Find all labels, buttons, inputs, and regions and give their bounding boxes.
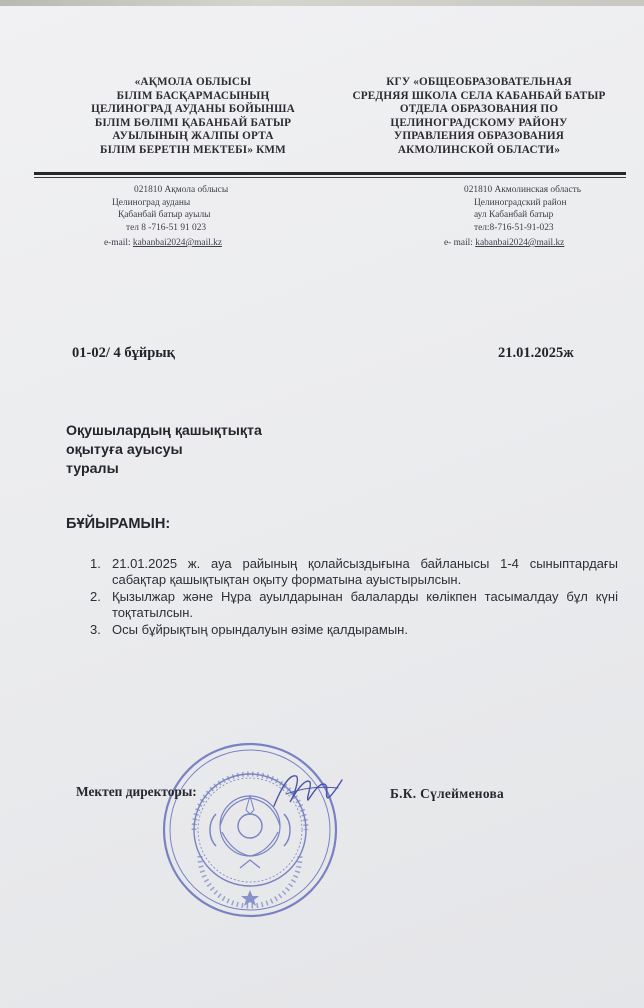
list-item	[90, 589, 618, 621]
address-left-line: Қабанбай батыр ауылы	[118, 210, 211, 220]
header-right-line: УПРАВЛЕНИЯ ОБРАЗОВАНИЯ	[393, 130, 565, 142]
header-right-line: ОТДЕЛА ОБРАЗОВАНИЯ ПО	[399, 103, 559, 115]
item-number: 1.	[90, 556, 101, 571]
item-text: Қызылжар және Нұра ауылдарынан балаларды көлікпен тасымалдау бұл күні тоқтатылсын.	[112, 589, 618, 620]
decree-heading: БҰЙЫРАМЫН:	[66, 516, 171, 532]
header-left-line: «АҚМОЛА ОБЛЫСЫ	[134, 76, 252, 88]
header-left-line: АУЫЛЫНЫҢ ЖАЛПЫ ОРТА	[112, 130, 274, 142]
subject-line: Оқушылардың қашықтықта	[66, 423, 262, 439]
header-left-line: БІЛІМ БӨЛІМІ ҚАБАНБАЙ БАТЫР	[94, 116, 292, 129]
subject-line: туралы	[66, 461, 119, 477]
address-left-email-row	[104, 237, 304, 250]
header-right-line: АКМОЛИНСКОЙ ОБЛАСТИ»	[397, 143, 561, 156]
address-right-line: Целиноградский район	[474, 197, 567, 208]
address-right-email-row	[444, 237, 624, 250]
email-label: e-mail:	[104, 238, 133, 248]
order-subject	[66, 422, 326, 479]
list-item	[90, 556, 618, 588]
header-divider-thin	[34, 177, 626, 178]
address-right	[444, 184, 624, 250]
email-label: e- mail:	[444, 238, 476, 248]
order-date: 21.01.2025ж	[498, 345, 574, 361]
address-left-line: Целиноград ауданы	[112, 197, 191, 208]
header-left-line: БІЛІМ БАСҚАРМАСЫНЫҢ	[116, 89, 270, 102]
order-items-list	[90, 556, 618, 639]
header-divider-thick	[34, 172, 626, 175]
header-right-line: СРЕДНЯЯ ШКОЛА СЕЛА КАБАНБАЙ БАТЫР	[352, 89, 606, 102]
top-edge	[0, 0, 644, 6]
item-number: 2.	[90, 589, 101, 604]
header-left-kazakh	[58, 76, 328, 157]
address-left-line: тел 8 -716-51 91 023	[126, 222, 207, 233]
address-left-line: 021810 Ақмола облысы	[134, 185, 229, 195]
address-right-line: аул Кабанбай батыр	[474, 210, 554, 220]
header-left-line: ЦЕЛИНОГРАД АУДАНЫ БОЙЫНША	[91, 103, 295, 115]
item-text: 21.01.2025 ж. ауа райының қолайсыздығына байланысы 1-4 сыныптардағы сабақтар қашықтықтан оқыту форматына ауыстырылсын.	[112, 556, 618, 587]
address-left	[104, 184, 304, 250]
signature-title: Мектеп директоры:	[76, 784, 197, 799]
address-right-line: 021810 Акмолинская область	[464, 185, 581, 195]
subject-line: оқытуға ауысуы	[66, 442, 183, 458]
signatory-name: Б.К. Сүлейменова	[390, 786, 505, 801]
list-item	[90, 622, 618, 638]
email-link-left[interactable]: kabanbai2024@mail.kz	[132, 238, 222, 248]
director-signature	[268, 766, 348, 814]
order-number: 01-02/ 4 бұйрық	[72, 345, 175, 361]
header-right-russian	[334, 76, 624, 157]
item-text: Осы бұйрықтың орындалуын өзіме қалдырамын.	[112, 622, 408, 637]
header-left-line: БІЛІМ БЕРЕТІН МЕКТЕБІ» КММ	[100, 143, 286, 156]
item-number: 3.	[90, 622, 101, 637]
header-right-line: КГУ «ОБЩЕОБРАЗОВАТЕЛЬНАЯ	[386, 76, 572, 88]
address-right-line: тел:8-716-51-91-023	[474, 222, 554, 233]
email-link-right[interactable]: kabanbai2024@mail.kz	[475, 238, 565, 248]
header-right-line: ЦЕЛИНОГРАДСКОМУ РАЙОНУ	[390, 116, 568, 129]
